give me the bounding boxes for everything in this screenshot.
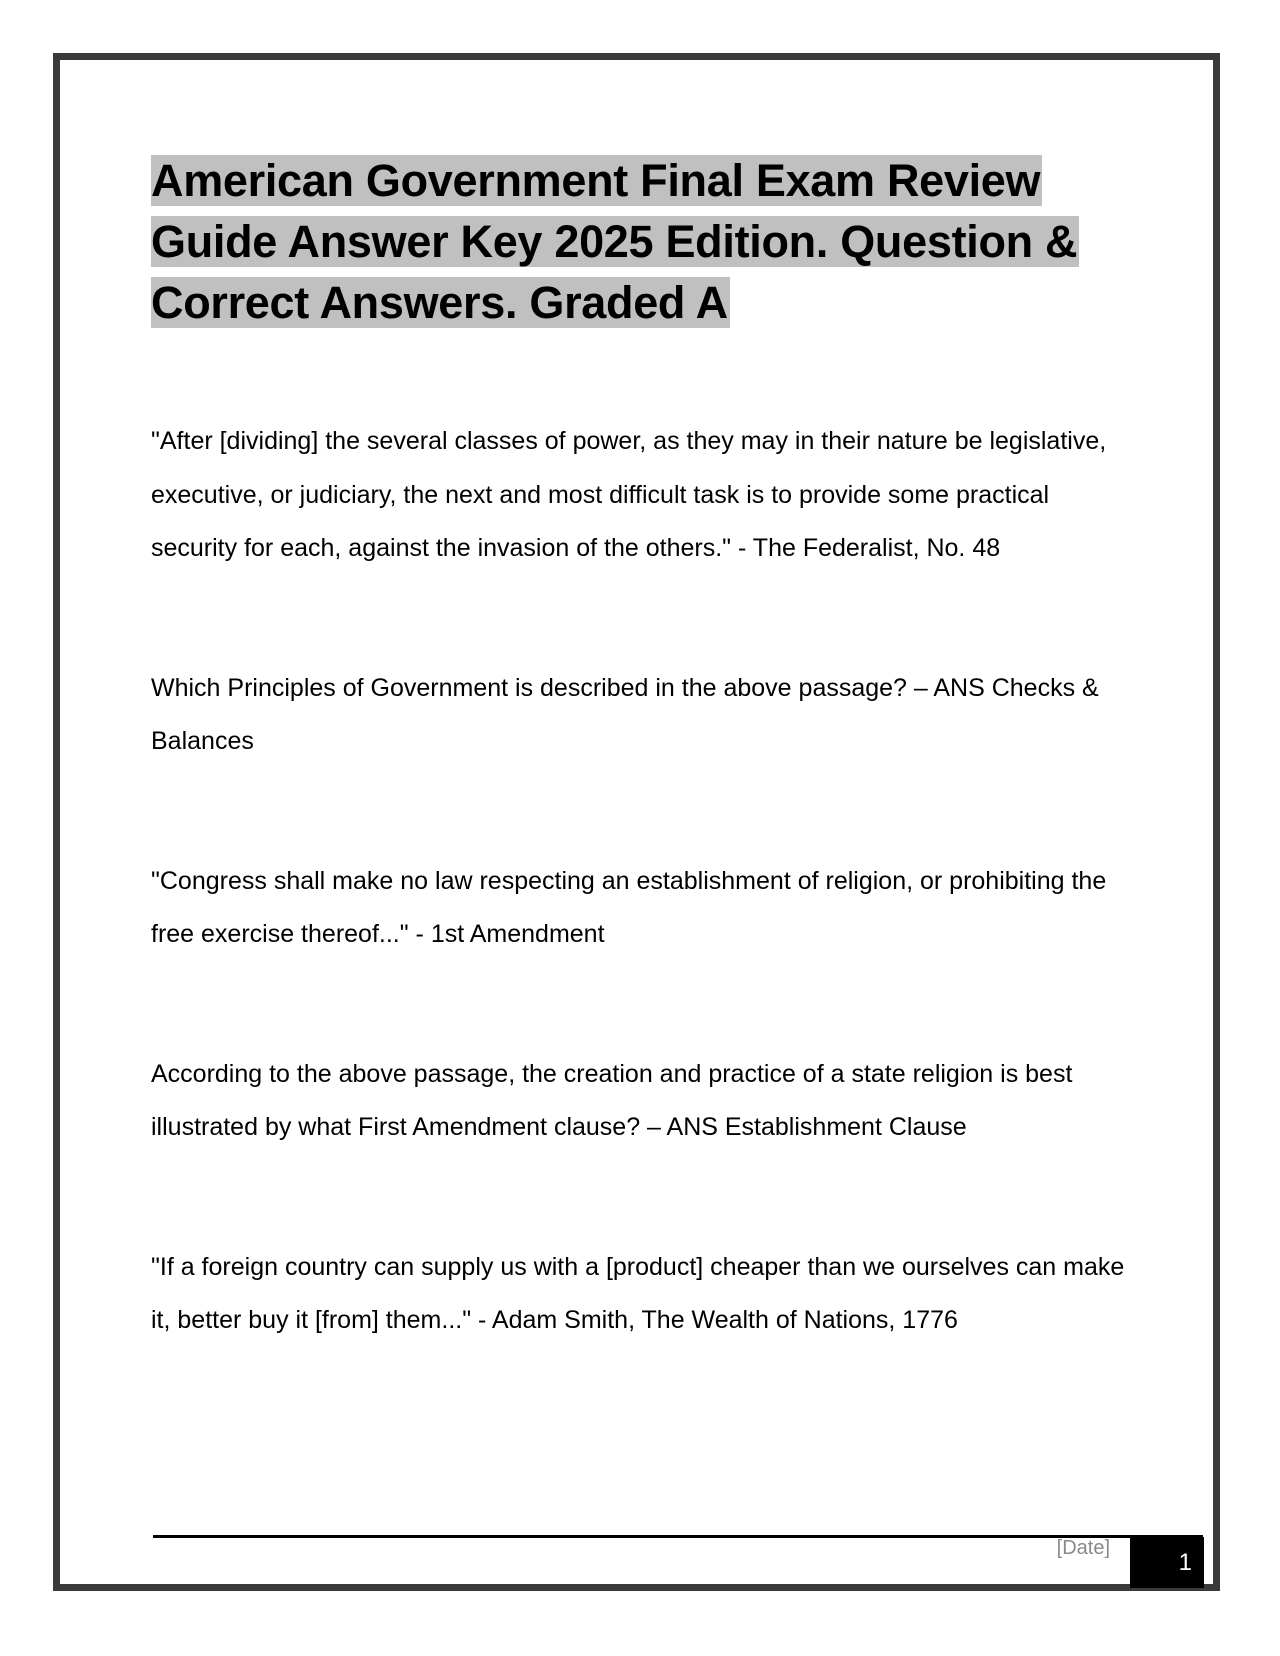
question-checks-balances: Which Principles of Government is described in the above passage? – ANS Checks & Balances	[151, 673, 1099, 755]
footer-date: [Date]	[1056, 1537, 1110, 1559]
footer-rule	[153, 1535, 1203, 1538]
page-number: 1	[1130, 1537, 1204, 1588]
federalist-quote: "After [dividing] the several classes of power, as they may in their nature be legislative, executive, or judiciary, the next and most difficult task is to provide some practical security for each, against the invasion of the others." - The Federalist, No. 48	[151, 427, 1107, 562]
first-amendment-quote: "Congress shall make no law respecting an establishment of religion, or prohibiting the free exercise thereof..." - 1st Amendment	[151, 866, 1107, 948]
adam-smith-quote: "If a foreign country can supply us with a [product] cheaper than we ourselves can make it, better buy it [from] them..." - Adam Smith, The Wealth of Nations, 1776	[151, 1252, 1125, 1334]
document-body	[151, 150, 1141, 1348]
document-title	[151, 150, 1141, 333]
document-title-text: American Government Final Exam Review Guide Answer Key 2025 Edition. Question & Correct Answers. Graded A	[151, 155, 1078, 328]
question-establishment-clause: According to the above passage, the creation and practice of a state religion is best illustrated by what First Amendment clause? – ANS Establishment Clause	[151, 1059, 1073, 1141]
